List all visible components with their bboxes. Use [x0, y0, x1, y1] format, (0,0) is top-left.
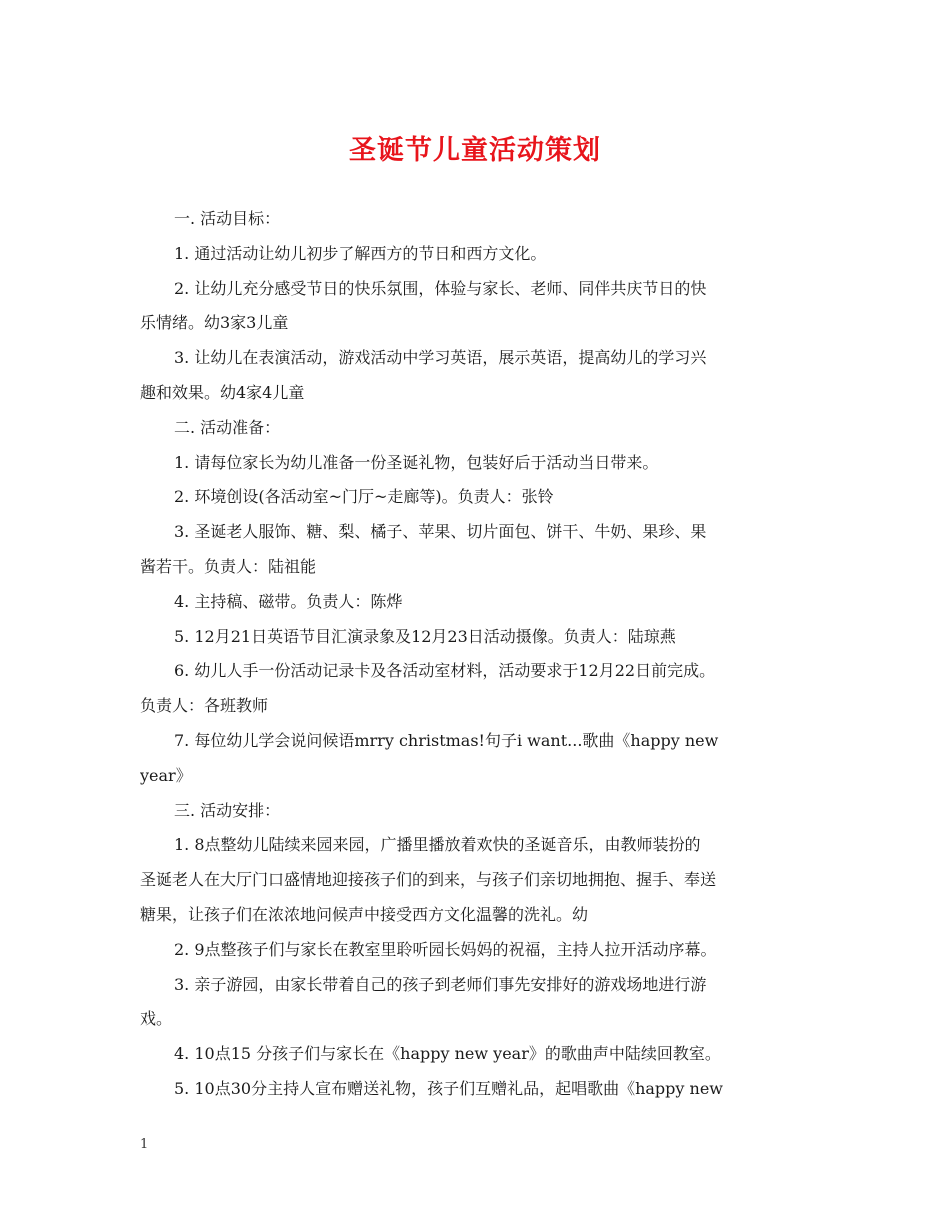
- document-title: 圣诞节儿童活动策划: [349, 135, 601, 166]
- body-line: 1. 通过活动让幼儿初步了解西方的节日和西方文化。: [174, 243, 547, 263]
- body-line: 1. 8点整幼儿陆续来园来园，广播里播放着欢快的圣诞音乐，由教师装扮的: [174, 835, 701, 855]
- body-line: 6. 幼儿人手一份活动记录卡及各活动室材料，活动要求于12月22日前完成。: [174, 661, 716, 681]
- document-body: [140, 202, 820, 1107]
- body-line: 1. 请每位家长为幼儿准备一份圣诞礼物，包装好后于活动当日带来。: [174, 452, 659, 472]
- body-line: 负责人：各班教师: [140, 696, 269, 716]
- body-line: 4. 10点15 分孩子们与家长在《happy new year》的歌曲声中陆续回教室。: [174, 1044, 721, 1064]
- body-line: 一. 活动目标：: [174, 209, 281, 228]
- page-number: 1: [140, 1137, 149, 1152]
- body-line: 二. 活动准备：: [174, 417, 281, 437]
- body-line: 戏。: [140, 1009, 173, 1029]
- body-line: 5. 12月21日英语节目汇演录象及12月23日活动摄像。负责人：陆琼燕: [174, 626, 676, 646]
- body-line: 2. 9点整孩子们与家长在教室里聆听园长妈妈的祝福，主持人拉开活动序幕。: [174, 939, 717, 959]
- body-line: 4. 主持稿、磁带。负责人：陈烨: [174, 591, 403, 611]
- body-line: 三. 活动安排：: [174, 800, 281, 820]
- body-line: 2. 让幼儿充分感受节日的快乐氛围，体验与家长、老师、同伴共庆节日的快: [174, 278, 707, 298]
- body-line: 2. 环境创设(各活动室~门厅~走廊等)。负责人：张铃: [174, 487, 554, 507]
- body-line: 酱若干。负责人：陆祖能: [140, 556, 317, 576]
- body-line: 3. 让幼儿在表演活动，游戏活动中学习英语，展示英语，提高幼儿的学习兴: [174, 348, 707, 368]
- body-line: 5. 10点30分主持人宣布赠送礼物，孩子们互赠礼品，起唱歌曲《happy new: [174, 1078, 723, 1098]
- body-line: 3. 亲子游园，由家长带着自己的孩子到老师们事先安排好的游戏场地进行游: [174, 974, 707, 994]
- body-line: 趣和效果。幼4家4儿童: [140, 382, 305, 402]
- body-line: 乐情绪。幼3家3儿童: [140, 313, 289, 333]
- body-line: 圣诞老人在大厅门口盛情地迎接孩子们的到来，与孩子们亲切地拥抱、握手、奉送: [140, 870, 717, 890]
- body-line: 7. 每位幼儿学会说问候语mrry christmas!句子i want...歌曲《happy new: [174, 730, 719, 750]
- body-line: 糖果，让孩子们在浓浓地问候声中接受西方文化温馨的洗礼。幼: [140, 904, 589, 924]
- body-line: year》: [140, 765, 192, 785]
- body-line: 3. 圣诞老人服饰、糖、梨、橘子、苹果、切片面包、饼干、牛奶、果珍、果: [174, 522, 707, 542]
